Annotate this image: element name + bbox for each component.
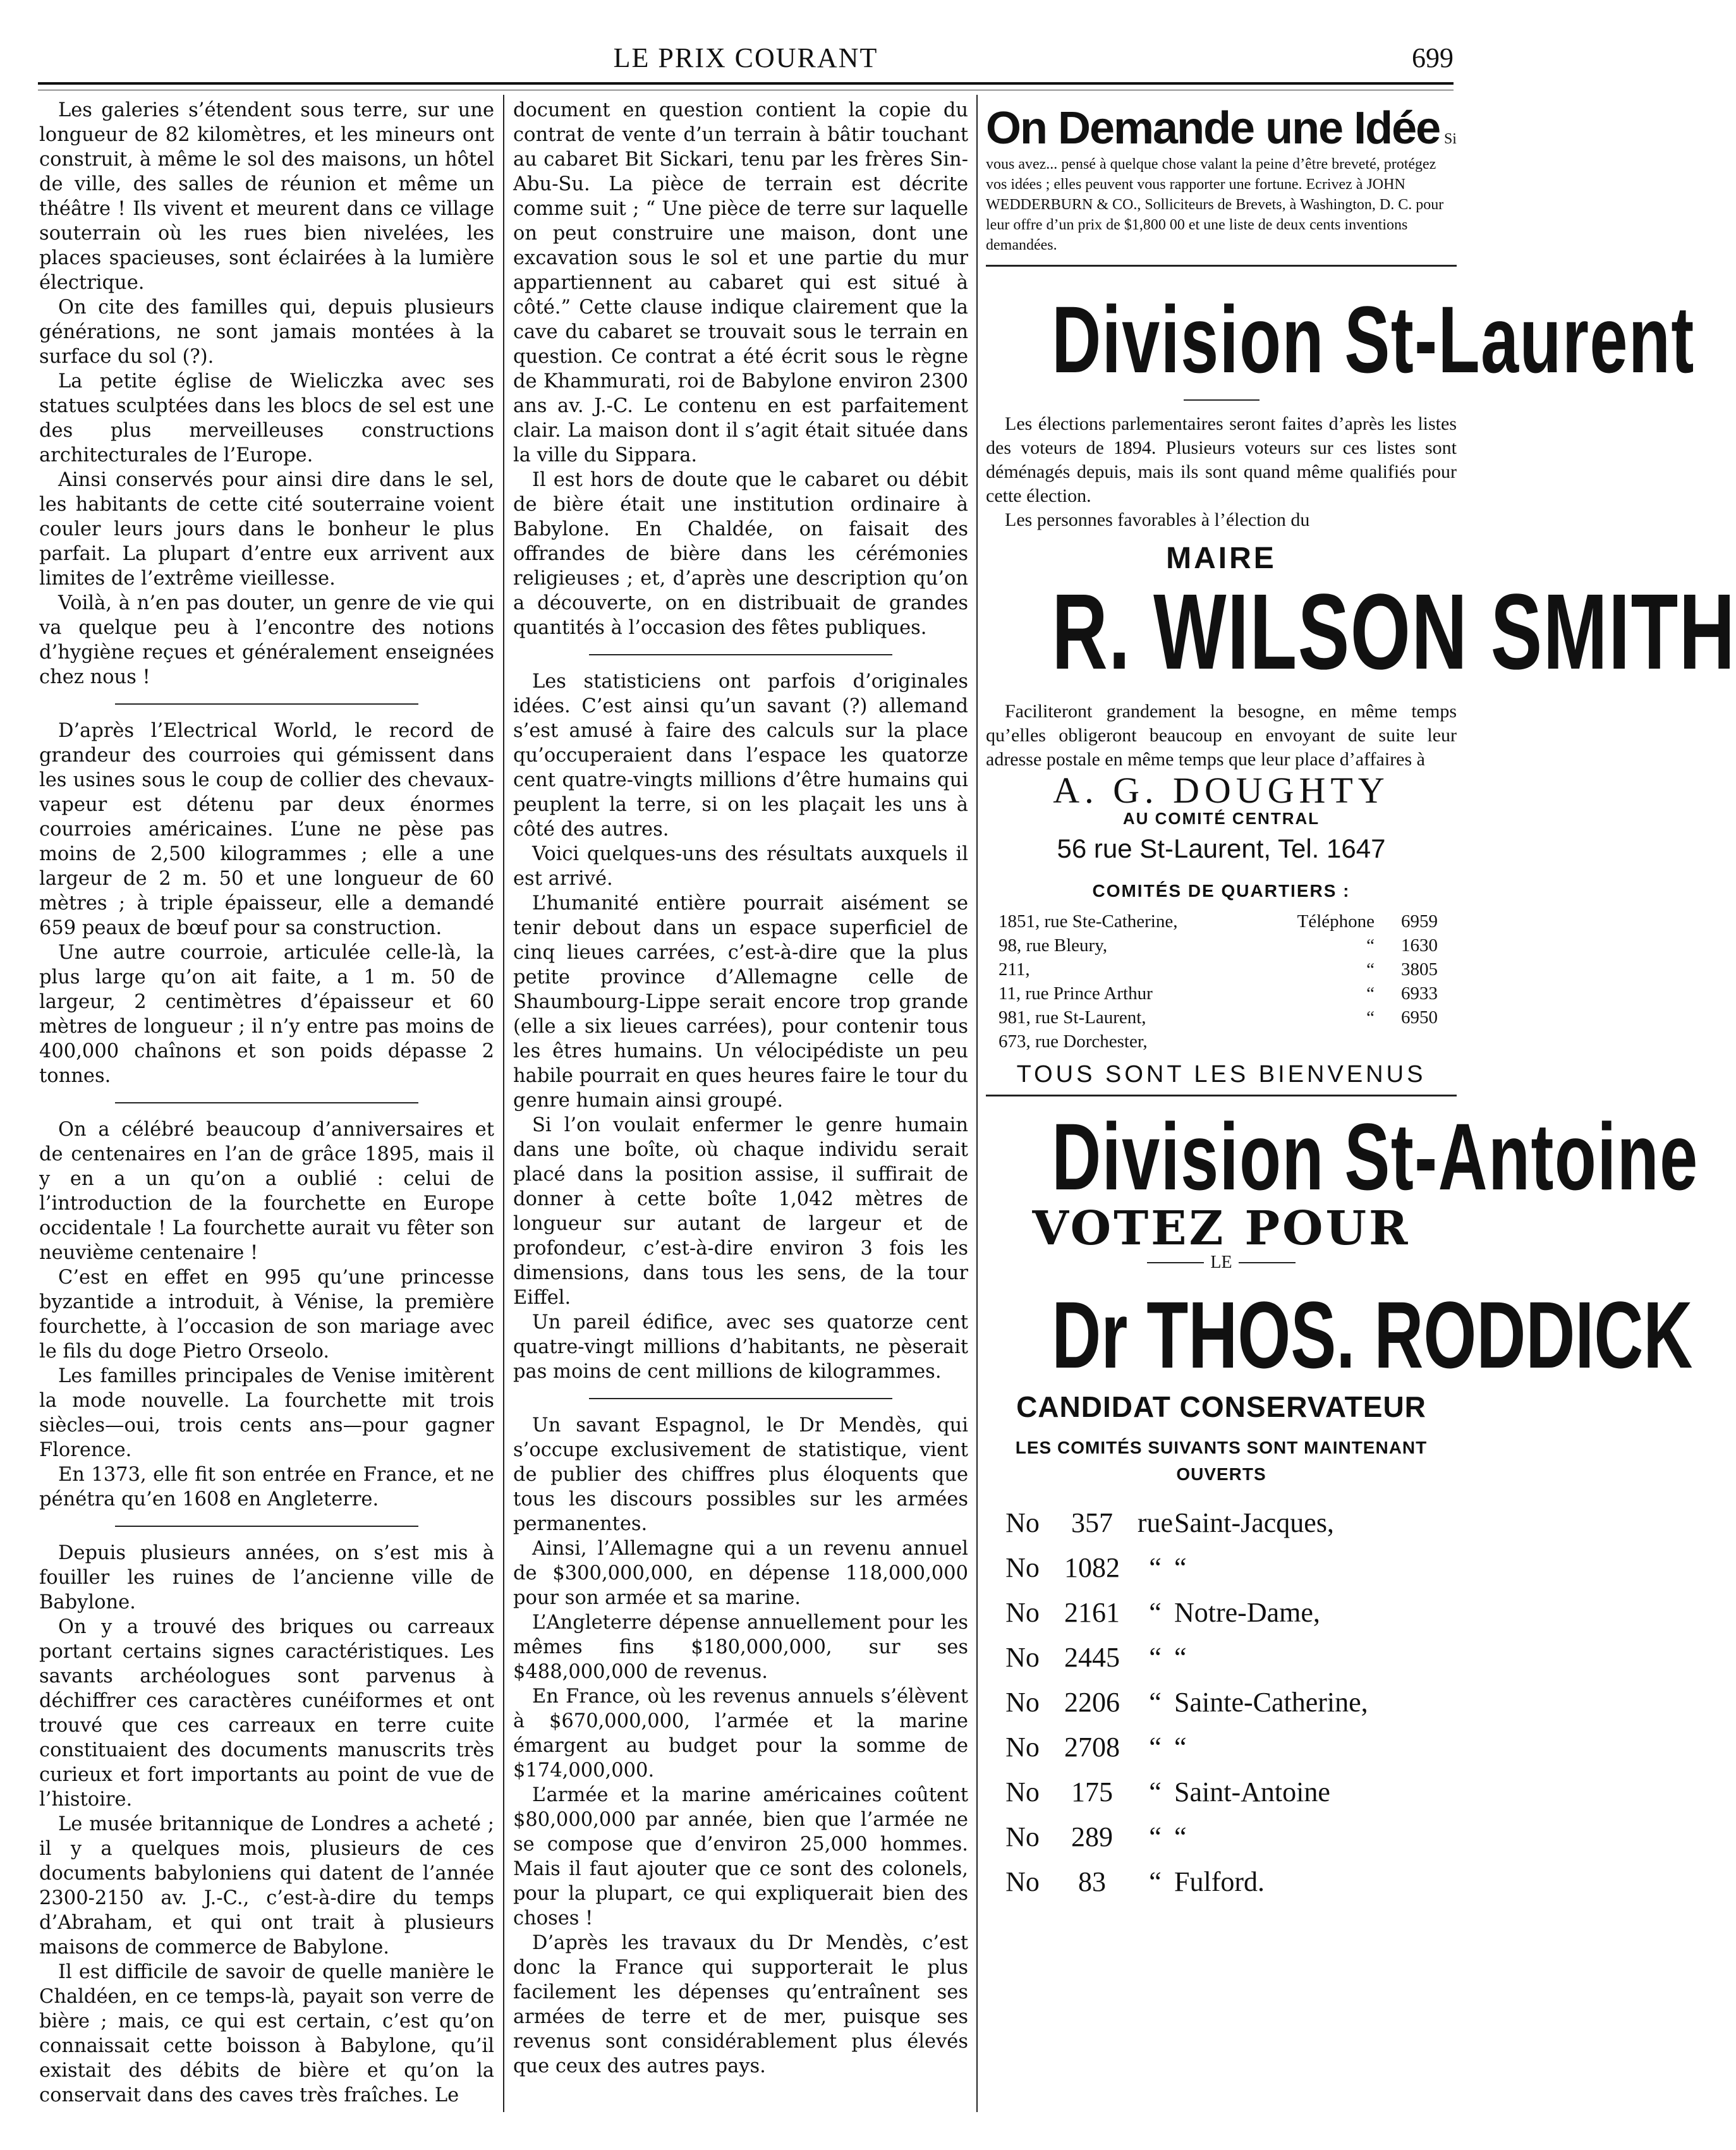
column-2 [513, 98, 968, 2112]
article-separator [589, 654, 892, 655]
candidate-name: Dr THOS. RODDICK [1052, 1282, 1693, 1388]
list-item: No 289 “ “ [1005, 1821, 1187, 1852]
divider [1184, 399, 1260, 401]
paragraph: Une autre courroie, articulée celle-là, la plus large qu’on ait faite, a 1 m. 50 de largeur, 2 centimètres d’épaisseur et 60 mètres de longueur ; il n’y entre pas moins de 400,000 chaînons et son poids dépasse 2 tonnes. [39, 942, 494, 1087]
paragraph: En 1373, elle fit son entrée en France, et ne pénétra qu’en 1608 en Angleterre. [39, 1464, 494, 1510]
list-item: 211, “ 3805 [999, 959, 1438, 980]
article-wieliczka [39, 98, 494, 689]
division-heading: Division St-Laurent [1052, 286, 1695, 392]
paragraph: Les statisticiens ont parfois d’originales idées. C’est ainsi qu’un savant (?) allemand s’est amusé à faire des calculs sur la place qu’occuperaient dans l’espace les quatorze cent quatre-vingts millions d’être humains qui peuplent la terre, si on les plaçait les uns à côté des autres. [513, 671, 968, 841]
paragraph: Ainsi, l’Allemagne qui a un revenu annuel de $300,000,000, en dépense 118,000,000 pour son armée et sa marine. [513, 1538, 968, 1609]
divider [1147, 1262, 1204, 1263]
quartiers-list [986, 909, 1457, 1054]
le-label: LE [1210, 1253, 1232, 1272]
list-item: No 2161 “ Notre-Dame, [1005, 1597, 1320, 1628]
newspaper-title: LE PRIX COURANT [613, 42, 878, 73]
elections-notice: Les élections parlementaires seront faites d’après les listes des voteurs de 1894. Plusieurs voteurs sur ces listes sont déménagés depuis, mais ils sont quand même qualifiés pour cette élection. [986, 413, 1457, 506]
list-item: No 357 rue Saint-Jacques, [1005, 1507, 1334, 1538]
article-armees [513, 1413, 968, 2079]
paragraph: Les galeries s’étendent sous terre, sur une longueur de 82 kilomètres, et les mineurs ont construit, à même le sol des maisons, un hôtel de ville, des salles de réunion et même un théâtre ! Ils vivent et meurent dans ce village souterrain où les rues bien nivelées, les places spacieuses, sont éclairées à la lumière électrique. [39, 99, 494, 294]
list-item: No 175 “ Saint-Antoine [1005, 1776, 1330, 1807]
paragraph: L’armée et la marine américaines coûtent $80,000,000 par année, bien que l’armée ne se compose que d’environ 25,000 hommes. Mais il faut ajouter que ce sont des colonels, pour la plupart, ce qui expliquerait bien des choses ! [513, 1784, 968, 1929]
list-item: No 2708 “ “ [1005, 1732, 1187, 1763]
divider [1239, 1262, 1296, 1263]
faciliteront-text: Faciliteront grandement la besogne, en même temps qu’elles obligeront beaucoup en envoyant de suite leur adresse postale en même temps que leur place d’affaires à [986, 701, 1457, 770]
article-courroies [39, 719, 494, 1088]
ad-division-st-antoine [986, 1103, 1699, 1904]
article-fourchette [39, 1117, 494, 1512]
ad-text: Si vous avez... pensé à quelque chose valant la peine d’être breveté, protégez vos idées ; elles peuvent vous rapporter une fortune. Ecrivez à JOHN WEDDERBURN & CO., Solliciteurs de Brevets, à Washington, D. C. pour leur offre d’un prix de $1,800 00 et une liste de deux cents inventions demandées. [986, 131, 1457, 253]
paragraph: Voilà, à n’en pas douter, un genre de vie qui va quelque peu à l’encontre des notions d’hygiène reçues et généralement enseignées chez nous ! [39, 592, 494, 688]
paragraph: Un savant Espagnol, le Dr Mendès, qui s’occupe exclusivement de statistique, vient de publier des chiffres plus éloquents que tous les discours possibles sur les armées permanentes. [513, 1414, 968, 1535]
maire-label: MAIRE [1166, 542, 1277, 575]
article-separator [115, 1526, 418, 1527]
page-number: 699 [1412, 42, 1454, 73]
candidate-name: R. WILSON SMITH [1052, 572, 1736, 692]
paragraph: Depuis plusieurs années, on s’est mis à fouiller les ruines de l’ancienne ville de Babylone. [39, 1542, 494, 1613]
article-babylone-cont [513, 98, 968, 640]
comite-address: 56 rue St-Laurent, Tel. 1647 [1057, 834, 1386, 863]
column-3-ads [986, 98, 1736, 2112]
list-item: No 2445 “ “ [1005, 1642, 1187, 1673]
votez-pour: VOTEZ POUR [1032, 1201, 1411, 1256]
article-separator [115, 1102, 418, 1103]
list-item: 673, rue Dorchester, [999, 1031, 1148, 1052]
paragraph: Si l’on voulait enfermer le genre humain dans une boîte, où chaque individu serait placé dans la position assise, il suffirait de donner à cette boîte 1,042 mètres de longueur sur autant de largeur et de profondeur, c’est-à-dire environ 3 fois les dimensions, dans tous les sens, de la tour Eiffel. [513, 1114, 968, 1309]
paragraph: La petite église de Wieliczka avec ses statues sculptées dans les blocs de sel est une des plus merveilleuses constructions architecturales de l’Europe. [39, 370, 494, 466]
article-separator [589, 1398, 892, 1399]
paragraph: D’après les travaux du Dr Mendès, c’est donc la France qui supporterait le plus facilement les dépenses qu’entraînent ses armées de terre et de mer, puisque ses revenus sont considérablement plus élevés que ceux des autres pays. [513, 1932, 968, 2077]
list-item: 11, rue Prince Arthur “ 6933 [999, 983, 1438, 1004]
paragraph: document en question contient la copie du contrat de vente d’un terrain à bâtir touchant au cabaret Bit Sickari, tenu par les frères Sin-Abu-Su. La pièce de terrain est décrite comme suit ; “ Une pièce de terre sur laquelle on peut construire une maison, dont une excavation sous le sol et une partie du mur appartiennent au cabaret qui est situé à côté.” Cette clause indique clairement que la cave du cabaret se trouvait sous le terrain en question. Ce contrat a été écrit sous le règne de Khammurati, roi de Babylone environ 2300 ans av. J.-C. Le contenu en est parfaitement clair. La maison dont il s’agit était située dans la ville du Sippara. [513, 99, 968, 466]
paragraph: Ainsi conservés pour ainsi dire dans le sel, les habitants de cette cité souterraine voient couler leurs jours dans le bonheur le plus parfait. La plupart d’entre eux arrivent aux limites de l’extrême vieillesse. [39, 469, 494, 590]
paragraph: Les familles principales de Venise imitèrent la mode nouvelle. La fourchette mit trois siècles—oui, trois cents ans—pour gagner Florence. [39, 1365, 494, 1461]
article-separator [115, 703, 418, 705]
comites-suivants: LES COMITÉS SUIVANTS SONT MAINTENANT OUVERTS [1015, 1438, 1428, 1484]
column-divider [976, 95, 978, 2112]
favorables-text: Les personnes favorables à l’élection du [1005, 509, 1310, 530]
paragraph: L’humanité entière pourrait aisément se tenir debout dans un espace superficiel de cinq lieues carrées, c’est-à-dire que la plus petite province d’Allemagne celle de Shaumbourg-Lippe serait encore trop grande (elle a six lieues carrées), pour contenir tous les êtres humains. Un vélocipédiste un peu habile pourrait en ques heures faire le tour du genre humain ainsi groupé. [513, 892, 968, 1112]
paragraph: C’est en effet en 995 qu’une princesse byzantide a introduit, à Vénise, la première fourchette, à l’occasion de son mariage avec le fils du doge Pietro Orseolo. [39, 1266, 494, 1363]
candidat-label: CANDIDAT CONSERVATEUR [1016, 1390, 1426, 1423]
list-item: 98, rue Bleury, “ 1630 [999, 935, 1438, 956]
bienvenus-text: TOUS SONT LES BIENVENUS [1016, 1061, 1426, 1088]
comites-list [986, 1500, 1457, 1904]
column-divider [503, 95, 504, 2112]
paragraph: Voici quelques-uns des résultats auxquels il est arrivé. [513, 843, 968, 890]
ad-division-st-laurent [986, 286, 1736, 1088]
ad-demande-idee [986, 98, 1457, 255]
list-item: No 1082 “ “ [1005, 1552, 1187, 1583]
paragraph: Il est hors de doute que le cabaret ou débit de bière était une institution ordinaire à Babylone. En Chaldée, on faisait des offrandes de bière dans les cérémonies religieuses ; et, d’après une description qu’on a découverte, on en distribuait de grandes quantités à l’occasion des fêtes publiques. [513, 469, 968, 639]
paragraph: En France, où les revenus annuels s’élèvent à $670,000,000, l’armée et la marine émargent au budget pour la somme de $174,000,000. [513, 1685, 968, 1782]
paragraph: Le musée britannique de Londres a acheté ; il y a quelques mois, plusieurs de ces documents babyloniens qui datent de l’année 2300-2150 av. J.-C., c’est-à-dire du temps d’Abraham, et qui ont trait à plusieurs maisons de commerce de Babylone. [39, 1813, 494, 1959]
article-babylone [39, 1541, 494, 2108]
ad-separator [986, 1095, 1457, 1096]
paragraph: On y a trouvé des briques ou carreaux portant certains signes caractéristiques. Les savants archéologues sont parvenus à déchiffrer ces caractères cunéiformes et ont trouvé que ces carreaux en terre cuite constituaient des documents manuscrits très curieux et fort importants au point de vue de l’histoire. [39, 1616, 494, 1811]
list-item: No 83 “ Fulford. [1005, 1866, 1265, 1897]
column-1 [39, 98, 494, 2112]
article-statisticiens [513, 669, 968, 1384]
quartiers-title: COMITÉS DE QUARTIERS : [1092, 881, 1351, 901]
comite-central: AU COMITÉ CENTRAL [1122, 809, 1320, 828]
list-item: 981, rue St-Laurent, “ 6950 [999, 1007, 1438, 1028]
list-item: 1851, rue Ste-Catherine, Téléphone 6959 [999, 911, 1438, 932]
paragraph: On a célébré beaucoup d’anniversaires et de centenaires en l’an de grâce 1895, mais il y en a un qu’on a oublié : celui de l’introduction de la fourchette en Europe occidentale ! La fourchette aurait vu fêter son neuvième centenaire ! [39, 1119, 494, 1264]
paragraph: L’Angleterre dépense annuellement pour les mêmes fins $180,000,000, sur ses $488,000,000 de revenus. [513, 1612, 968, 1683]
page-header [38, 38, 1454, 82]
ad-headline: On Demande une Idée [986, 103, 1440, 154]
header-rule [38, 82, 1454, 85]
ad-separator [986, 265, 1457, 267]
paragraph: Il est difficile de savoir de quelle manière le Chaldéen, en ce temps-là, payait son verre de bière ; mais, ce qui est certain, c’est qu’on connaissait cette boisson à Babylone, qu’il existait des débits de bière et qu’on la conservait dans des caves très fraîches. Le [39, 1961, 494, 2106]
paragraph: Un pareil édifice, avec ses quatorze cent quatre-vingt millions d’habitants, ne pèserait pas moins de cent millions de kilogrammes. [513, 1311, 968, 1383]
paragraph: On cite des familles qui, depuis plusieurs générations, ne sont jamais montées à la surface du sol (?). [39, 296, 494, 368]
doughty-name: A. G. DOUGHTY [1053, 770, 1390, 811]
division-heading: Division St-Antoine [1052, 1103, 1699, 1210]
list-item: No 2206 “ Sainte-Catherine, [1005, 1687, 1368, 1718]
paragraph: D’après l’Electrical World, le record de grandeur des courroies qui gémissent dans les usines sous le coup de collier des chevaux-vapeur est détenu par deux énormes courroies américaines. L’une ne pèse pas moins de 2,500 kilogrammes ; elle a une largeur de 2 m. 50 et une longueur de 60 mètres ; à triple épaisseur, elle a demandé 659 peaux de bœuf pour sa construction. [39, 720, 494, 939]
